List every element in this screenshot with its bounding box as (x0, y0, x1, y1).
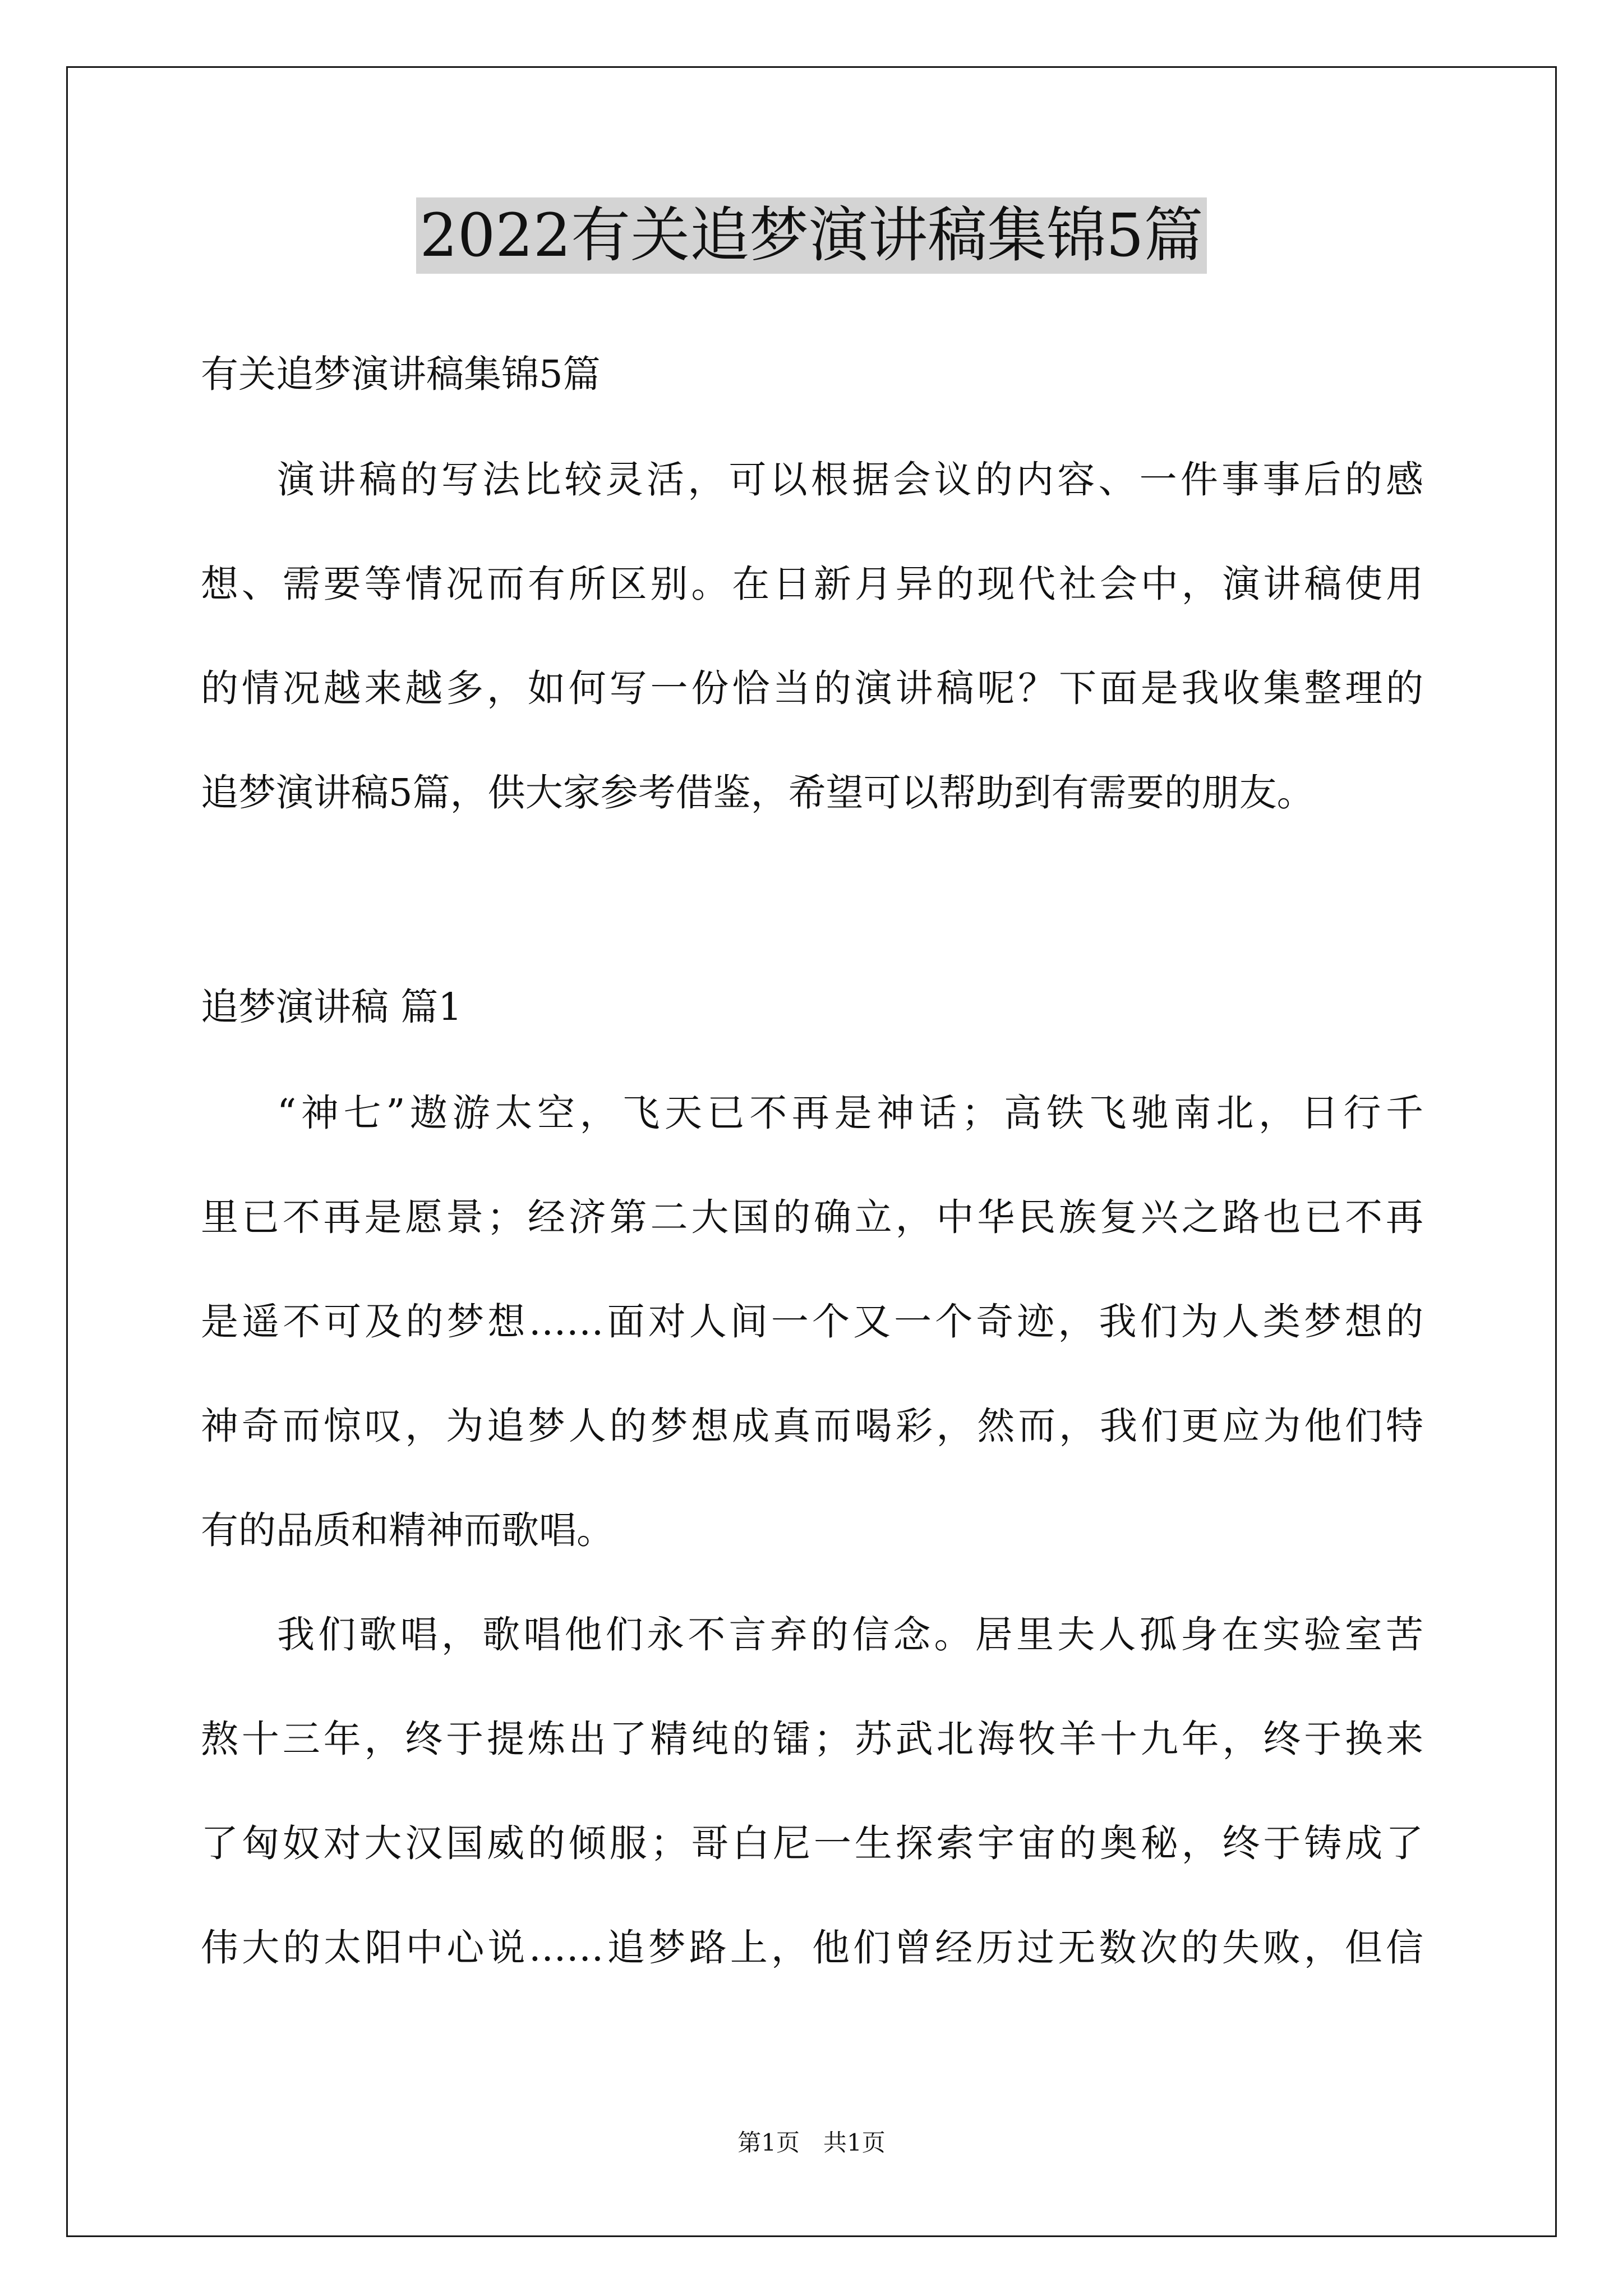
intro-line: 的情况越来越多，如何写一份恰当的演讲稿呢？下面是我收集整理的 (201, 666, 1423, 710)
paragraph-line: “神七”遨游太空，飞天已不再是神话；高铁飞驰南北，日行千 (277, 1091, 1423, 1135)
document-subtitle: 有关追梦演讲稿集锦5篇 (201, 352, 601, 396)
intro-line: 想、需要等情况而有所区别。在日新月异的现代社会中，演讲稿使用 (201, 562, 1423, 606)
intro-line: 演讲稿的写法比较灵活，可以根据会议的内容、一件事事后的感 (277, 458, 1423, 501)
paragraph-line: 了匈奴对大汉国威的倾服；哥白尼一生探索宇宙的奥秘，终于铸成了 (201, 1821, 1423, 1865)
paragraph-line: 有的品质和精神而歌唱。 (201, 1508, 614, 1552)
paragraph-line: 是遥不可及的梦想……面对人间一个又一个奇迹，我们为人类梦想的 (201, 1300, 1423, 1343)
page-number: 第1页 共1页 (737, 2129, 886, 2156)
intro-line: 追梦演讲稿5篇，供大家参考借鉴，希望可以帮助到有需要的朋友。 (201, 771, 1315, 815)
document-title: 2022有关追梦演讲稿集锦5篇 (416, 197, 1206, 274)
paragraph-line: 熬十三年，终于提炼出了精纯的镭；苏武北海牧羊十九年，终于换来 (201, 1717, 1423, 1761)
paragraph-line: 我们歌唱，歌唱他们永不言弃的信念。居里夫人孤身在实验室苦 (277, 1613, 1423, 1657)
paragraph-line: 神奇而惊叹，为追梦人的梦想成真而喝彩，然而，我们更应为他们特 (201, 1404, 1423, 1448)
paragraph-line: 伟大的太阳中心说……追梦路上，他们曾经历过无数次的失败，但信 (201, 1926, 1423, 1970)
title-block (0, 197, 1623, 274)
paragraph-line: 里已不再是愿景；经济第二大国的确立，中华民族复兴之路也已不再 (201, 1195, 1423, 1239)
section-heading: 追梦演讲稿 篇1 (201, 985, 462, 1029)
